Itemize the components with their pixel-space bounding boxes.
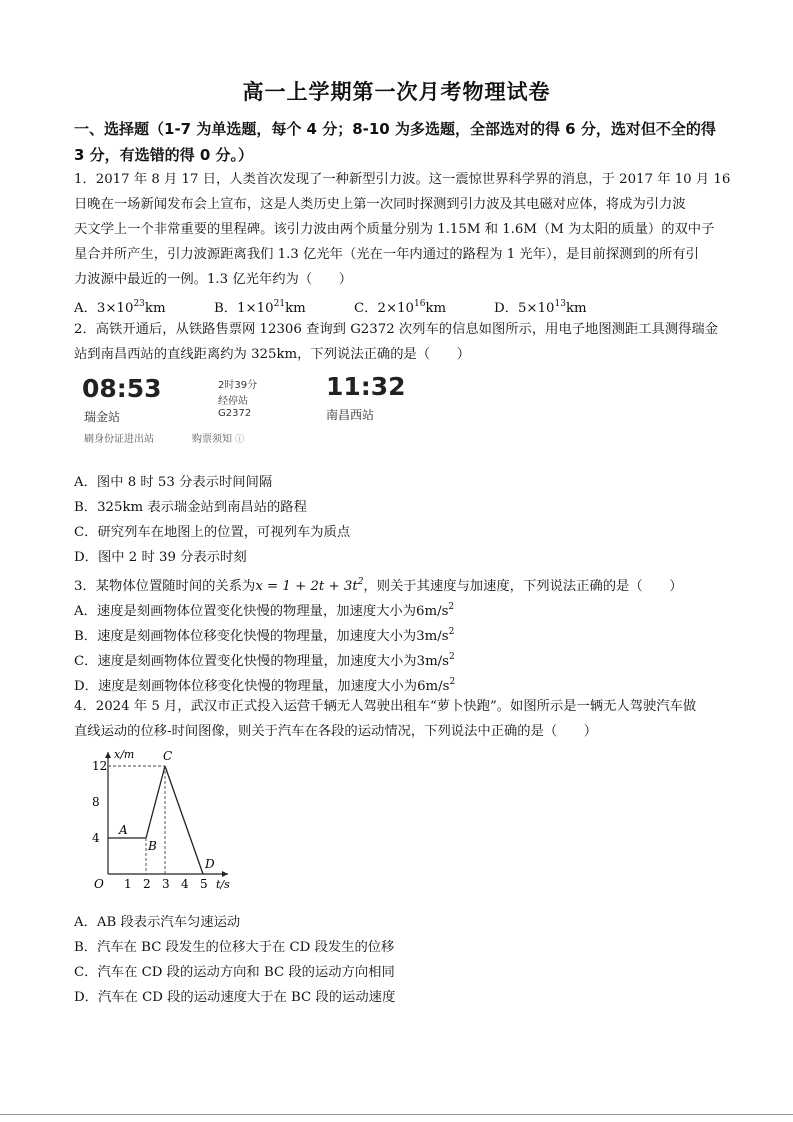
depart-station: 瑞金站	[84, 410, 121, 424]
x-tick-label: 5	[200, 877, 208, 891]
point-label: A	[119, 823, 128, 837]
q3-option-c: C．速度是刻画物体位置变化快慢的物理量，加速度大小为$3m/s^2$	[74, 652, 455, 669]
info-icon: ⓘ	[235, 435, 245, 445]
q1-line-3: 天文学上一个非常重要的里程碑。该引力波由两个质量分别为 1.15M 和 1.6M（M 为太阳的质量）的双中子	[74, 222, 715, 237]
q4-option-d: D．汽车在 CD 段的运动速度大于在 BC 段的运动速度	[74, 990, 396, 1005]
q4-line-2: 直线运动的位移-时间图像，则关于汽车在各段的运动情况，下列说法中正确的是（ ）	[74, 724, 598, 739]
id-card-note: 刷身份证进出站	[84, 434, 154, 445]
q3-stem: 3．某物体位置随时间的关系为$x = 1 + 2t + 3t^2$，则关于其速度与加速度，下列说法正确的是（ ）	[74, 577, 683, 594]
purchase-note: 购票须知 ⓘ	[192, 434, 245, 445]
q3-option-a: A．速度是刻画物体位置变化快慢的物理量，加速度大小为$6m/s^2$	[74, 602, 455, 619]
y-axis-label: x/m	[114, 748, 135, 761]
origin-label: O	[94, 877, 104, 891]
q2-line-1: 2．高铁开通后，从铁路售票网 12306 查询到 G2372 次列车的信息如图所示，用电子地图测距工具测得瑞金	[74, 322, 719, 337]
q3-formula: $x = 1 + 2t + 3t^2$	[255, 577, 364, 594]
q4-option-c: C．汽车在 CD 段的运动方向和 BC 段的运动方向相同	[74, 965, 395, 980]
section-heading-line-2: 3 分，有选错的得 0 分。）	[74, 146, 254, 164]
y-axis-arrow	[105, 752, 111, 758]
y-tick-label: 4	[92, 831, 100, 845]
x-tick-label: 3	[162, 877, 170, 891]
q4-option-b: B．汽车在 BC 段发生的位移大于在 CD 段发生的位移	[74, 940, 395, 955]
x-tick-label: 4	[181, 877, 189, 891]
point-label: C	[163, 749, 173, 763]
displacement-time-graph	[80, 746, 240, 896]
q1-option-b: B．$1\times 10^{21}km$	[214, 299, 306, 316]
q3-option-b: B．速度是刻画物体位移变化快慢的物理量，加速度大小为$3m/s^2$	[74, 627, 455, 644]
q2-option-b: B．325km 表示瑞金站到南昌站的路程	[74, 500, 307, 515]
q1-options	[74, 294, 634, 319]
point-label: D	[205, 857, 215, 871]
x-tick-label: 1	[124, 877, 132, 891]
q1-line-5: 力波源中最近的一例。1.3 亿光年约为（ ）	[74, 272, 353, 287]
q2-option-d: D．图中 2 时 39 分表示时刻	[74, 550, 247, 565]
section-heading-line-1: 一、选择题（1-7 为单选题，每个 4 分；8-10 为多选题，全部选对的得 6 分，选对但不全的得	[74, 120, 716, 138]
train-number: G2372	[218, 408, 252, 419]
q1-line-4: 星合并所产生，引力波源距离我们 1.3 亿光年（光在一年内通过的路程为 1 光年），是目前探测到的所有引	[74, 247, 699, 262]
q1-option-c: C．$2\times 10^{16}km$	[354, 299, 447, 316]
train-ticket-image	[78, 368, 406, 450]
point-label: B	[148, 839, 157, 853]
q1-option-d: D．$5\times 10^{13}km$	[494, 299, 587, 316]
q2-line-2: 站到南昌西站的直线距离约为 325km，下列说法正确的是（ ）	[74, 347, 470, 362]
arrive-time: 11:32	[326, 372, 406, 401]
stops-label: 经停站	[218, 396, 248, 407]
q2-option-c: C．研究列车在地图上的位置，可视列车为质点	[74, 525, 351, 540]
q1-line-1: 1．2017 年 8 月 17 日，人类首次发现了一种新型引力波。这一震惊世界科学界的消息，于 2017 年 10 月 16	[74, 172, 731, 187]
q4-option-a: A．AB 段表示汽车匀速运动	[74, 915, 241, 930]
depart-time: 08:53	[82, 374, 162, 403]
x-tick-label: 2	[143, 877, 151, 891]
q2-option-a: A．图中 8 时 53 分表示时间间隔	[74, 475, 273, 490]
graph-segment	[146, 766, 165, 838]
page-bottom-rule	[0, 1114, 793, 1115]
trip-duration: 2时39分	[218, 380, 258, 391]
q4-line-1: 4．2024 年 5 月，武汉市正式投入运营千辆无人驾驶出租车“萝卜快跑”。如图所示是一辆无人驾驶汽车做	[74, 699, 697, 714]
graph-segment	[165, 766, 203, 874]
q3-option-d: D．速度是刻画物体位移变化快慢的物理量，加速度大小为$6m/s^2$	[74, 677, 456, 694]
page-title: 高一上学期第一次月考物理试卷	[242, 80, 551, 104]
y-tick-label: 8	[92, 795, 100, 809]
q1-line-2: 日晚在一场新闻发布会上宣布，这是人类历史上第一次同时探测到引力波及其电磁对应体，将成为引力波	[74, 197, 686, 212]
y-tick-label: 12	[92, 759, 108, 773]
x-axis-label: t/s	[216, 878, 230, 891]
q1-option-a: A．$3\times 10^{23}km$	[74, 299, 166, 316]
x-axis-arrow	[222, 871, 228, 877]
arrive-station: 南昌西站	[326, 408, 375, 422]
